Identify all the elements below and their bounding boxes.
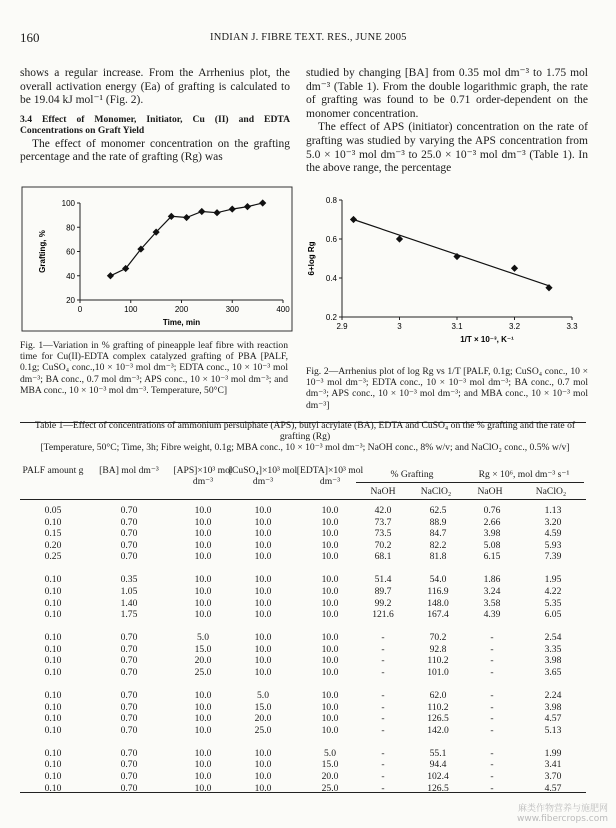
data-point	[259, 199, 266, 206]
x-tick-label: 3.1	[451, 322, 463, 331]
table-cell: 167.4	[427, 609, 449, 621]
table-cell: 5.93	[544, 539, 562, 551]
table-cell: 81.8	[429, 551, 447, 563]
table-cell: 10.0	[194, 782, 212, 794]
table-cell: -	[381, 771, 385, 782]
table-cell: 2.66	[483, 516, 501, 528]
table-cell: 10.0	[254, 632, 272, 644]
table-cell: 0.70	[120, 782, 138, 794]
table-row	[20, 725, 586, 737]
table-cell: 89.7	[374, 586, 392, 597]
table-cell: 10.0	[321, 597, 339, 609]
figure-1-chart	[20, 185, 295, 333]
table-cell: 0.10	[44, 574, 62, 586]
table-cell: 3.70	[544, 771, 562, 782]
table-cell: 126.5	[427, 782, 449, 794]
table-cell: 10.0	[254, 771, 272, 782]
data-point	[350, 216, 357, 223]
table-row	[20, 667, 586, 679]
table-cell: 10.0	[321, 667, 339, 678]
table-cell: -	[490, 643, 494, 655]
table-row	[20, 690, 586, 702]
table-cell: 10.0	[194, 586, 212, 597]
table-cell: 10.0	[194, 597, 212, 609]
data-point	[229, 205, 236, 212]
grafting-rule	[356, 482, 468, 483]
table-cell: 10.0	[254, 667, 272, 678]
table-row	[20, 551, 586, 563]
table-cell: -	[381, 724, 385, 736]
data-point	[511, 265, 518, 272]
table-cell: 51.4	[374, 574, 392, 586]
table-cell: 20.0	[254, 713, 272, 725]
y-axis-label: 6+log Rg	[307, 241, 316, 276]
table-cell: 10.0	[321, 655, 339, 667]
table-cell: -	[381, 632, 385, 644]
table-cell: 70.2	[374, 539, 392, 551]
header-cuso4: [CuSO₄]×10³ mol dm⁻³	[228, 465, 298, 487]
table-cell: 15.0	[321, 759, 339, 771]
table-cell: 1.75	[120, 609, 138, 621]
x-axis-label: Time, min	[162, 318, 201, 327]
table-cell: 10.0	[254, 782, 272, 794]
data-point	[244, 203, 251, 210]
right-column	[306, 67, 588, 176]
table-row	[20, 632, 586, 644]
table-cell: 70.2	[429, 632, 447, 644]
table-cell: 0.10	[44, 643, 62, 655]
table-cell: 3.24	[483, 586, 501, 597]
table-cell: 15.0	[194, 643, 212, 655]
table-cell: 10.0	[321, 690, 339, 701]
table-cell: 54.0	[429, 574, 447, 586]
table-cell: 0.10	[44, 516, 62, 528]
table-cell: 15.0	[254, 701, 272, 713]
table-cell: 68.1	[374, 551, 392, 563]
y-tick-label: 20	[66, 296, 75, 305]
table-title	[20, 420, 590, 453]
table-cell: 88.9	[429, 516, 447, 528]
table-cell: 42.0	[374, 505, 392, 516]
table-cell: 0.35	[120, 574, 138, 586]
table-cell: 10.0	[254, 551, 272, 563]
table-cell: 5.0	[197, 632, 209, 644]
table-cell: 1.05	[120, 586, 138, 597]
x-axis-label: 1/T × 10⁻³, K⁻¹	[460, 335, 514, 344]
table-cell: -	[490, 632, 494, 644]
table-cell: 10.0	[194, 609, 212, 621]
header-rg-naoh: NaOH	[477, 486, 503, 497]
table-row	[20, 759, 586, 771]
table-cell: 94.4	[429, 759, 447, 771]
data-point	[107, 272, 114, 279]
header-rg: Rg × 10⁶, mol dm⁻³ s⁻¹	[478, 469, 570, 480]
table-cell: -	[490, 667, 494, 678]
table-cell: 10.0	[254, 586, 272, 597]
table-cell: 102.4	[427, 771, 449, 782]
data-point	[183, 214, 190, 221]
x-tick-label: 3	[397, 322, 402, 331]
table-cell: 5.35	[544, 597, 562, 609]
table-row	[20, 609, 586, 621]
right-paragraph-2: The effect of APS (initiator) concentration on the rate of grafting was studied by varying the APS concentration from 5.0 × 10⁻³ mol dm⁻³ to 25.0 × 10⁻³ mol dm⁻³ (Table 1). In the above range, the percentage	[306, 121, 588, 175]
table-cell: -	[381, 643, 385, 655]
table-cell: 10.0	[194, 551, 212, 563]
table-row	[20, 517, 586, 529]
y-tick-label: 60	[66, 247, 75, 257]
table-cell: 0.10	[44, 632, 62, 644]
table-cell: 10.0	[254, 759, 272, 771]
header-aps: [APS]×10³ mol dm⁻³	[173, 465, 233, 487]
header-edta: [EDTA]×10³ mol dm⁻³	[296, 465, 364, 487]
table-cell: 3.35	[544, 643, 562, 655]
x-tick-label: 200	[174, 305, 189, 314]
table-row	[20, 748, 586, 760]
table-cell: 20.0	[194, 655, 212, 667]
table-cell: 10.0	[321, 528, 339, 540]
page-number: 160	[20, 30, 40, 45]
table-row	[20, 574, 586, 586]
table-row	[20, 771, 586, 783]
series-line	[111, 203, 263, 276]
table-row	[20, 540, 586, 552]
x-tick-label: 0	[77, 305, 83, 314]
table-cell: 110.2	[427, 701, 449, 713]
table-cell: 0.70	[120, 771, 138, 782]
table-cell: 5.08	[483, 539, 501, 551]
table-cell: -	[490, 701, 494, 713]
table-cell: 0.70	[120, 713, 138, 725]
table-cell: 55.1	[429, 747, 447, 759]
table-cell: 1.40	[120, 597, 138, 609]
header-palf: PALF amount g	[22, 465, 84, 476]
table-cell: 0.10	[44, 667, 62, 678]
table-cell: 73.7	[374, 516, 392, 528]
header-grafting-naclo2: NaClO₂	[420, 486, 452, 497]
table-cell: 10.0	[194, 713, 212, 725]
table-cell: 10.0	[321, 724, 339, 736]
table-row	[20, 505, 586, 517]
x-tick-label: 3.3	[566, 322, 578, 331]
table-cell: 10.0	[254, 505, 272, 516]
table-cell: 0.10	[44, 655, 62, 667]
x-tick-label: 2.9	[336, 322, 348, 331]
table-cell: 0.10	[44, 771, 62, 782]
table-cell: 92.8	[429, 643, 447, 655]
table-cell: 0.10	[44, 609, 62, 621]
table-cell: 0.70	[120, 667, 138, 678]
table-cell: 0.70	[120, 643, 138, 655]
table-cell: 0.10	[44, 782, 62, 794]
table-caption: Table 1—Effect of concentrations of ammonium persulphate (APS), butyl acrylate (BA), EDTA and CuSO₄ on the % grafting and the rate of grafting (Rg)	[34, 420, 576, 442]
table-cell: 10.0	[321, 574, 339, 586]
table-cell: -	[490, 782, 494, 794]
table-cell: -	[381, 747, 385, 759]
table-cell: 62.0	[429, 690, 447, 701]
table-cell: 126.5	[427, 713, 449, 725]
table-row	[20, 655, 586, 667]
figure-1-frame	[22, 187, 292, 331]
header-rg-naclo2: NaClO₂	[535, 486, 567, 497]
table-cell: 5.13	[544, 724, 562, 736]
y-tick-label: 0.8	[325, 196, 337, 205]
table-cell: 1.99	[544, 747, 562, 759]
table-row	[20, 598, 586, 610]
table-cell: 0.20	[44, 539, 62, 551]
table-cell: 4.57	[544, 713, 562, 725]
table-cell: 5.0	[257, 690, 269, 701]
table-cell: 25.0	[254, 724, 272, 736]
table-cell: 0.70	[120, 539, 138, 551]
table-cell: -	[381, 759, 385, 771]
table-cell: -	[490, 690, 494, 701]
table-row	[20, 713, 586, 725]
table-cell: 10.0	[194, 505, 212, 516]
table-row	[20, 528, 586, 540]
figure-2-chart	[306, 192, 588, 360]
table-cell: 10.0	[321, 609, 339, 621]
table-cell: 116.9	[427, 586, 449, 597]
table-cell: 10.0	[194, 771, 212, 782]
table-cell: 142.0	[427, 724, 449, 736]
table-cell: 84.7	[429, 528, 447, 540]
table-cell: 10.0	[194, 539, 212, 551]
table-cell: 7.39	[544, 551, 562, 563]
table-cell: 121.6	[372, 609, 394, 621]
table-cell: 10.0	[194, 516, 212, 528]
table-cell: 148.0	[427, 597, 449, 609]
table-row	[20, 586, 586, 598]
table-cell: 25.0	[194, 667, 212, 678]
table-cell: 0.70	[120, 701, 138, 713]
table-cell: 6.15	[483, 551, 501, 563]
table-cell: 10.0	[321, 701, 339, 713]
x-tick-label: 100	[124, 305, 138, 314]
table-cell: 0.70	[120, 724, 138, 736]
table-top-rule	[20, 422, 586, 423]
figure-2-caption: Fig. 2—Arrhenius plot of log Rg vs 1/T [PALF, 0.1g; CuSO₄ conc., 10 × 10⁻³ mol dm⁻³; EDTA conc., 10 × 10⁻³ mol dm⁻³; BA conc., 0.7 mol dm⁻³; APS conc., 10 × 10⁻³ mol dm⁻³; and MBA conc., 10 × 10⁻³ mol dm⁻³]	[306, 366, 588, 411]
table-cell: 5.0	[324, 747, 336, 759]
table-cell: 3.98	[544, 655, 562, 667]
table-cell: 0.76	[483, 505, 501, 516]
table-cell: 110.2	[427, 655, 449, 667]
table-bottom-rule	[20, 792, 586, 793]
table-cell: 10.0	[254, 516, 272, 528]
table-cell: 0.10	[44, 597, 62, 609]
y-tick-label: 40	[66, 271, 75, 281]
left-paragraph-2: The effect of monomer concentration on the grafting percentage and the rate of grafting (Rg) was	[20, 137, 290, 164]
table-cell: 10.0	[321, 713, 339, 725]
table-cell: 0.10	[44, 690, 62, 701]
data-point	[213, 209, 220, 216]
table-cell: 1.95	[544, 574, 562, 586]
table-cell: 0.70	[120, 759, 138, 771]
y-axis-label: Grafting, %	[38, 230, 47, 273]
header-ba: [BA] mol dm⁻³	[99, 465, 159, 476]
table-cell: 4.57	[544, 782, 562, 794]
table-cell: 4.22	[544, 586, 562, 597]
rg-rule	[466, 482, 584, 483]
table-cell: 10.0	[321, 643, 339, 655]
table-cell: 10.0	[194, 759, 212, 771]
table-cell: 0.25	[44, 551, 62, 563]
table-cell: -	[381, 713, 385, 725]
table-row	[20, 702, 586, 714]
watermark-line-2: www.fibercrops.com	[517, 814, 608, 824]
table-cell: 0.70	[120, 505, 138, 516]
table-cell: 0.10	[44, 713, 62, 725]
table-cell: 0.70	[120, 690, 138, 701]
table-cell: -	[381, 701, 385, 713]
table-cell: 1.86	[483, 574, 501, 586]
table-cell: 10.0	[194, 528, 212, 540]
table-cell: 0.70	[120, 528, 138, 540]
table-cell: 4.39	[483, 609, 501, 621]
table-cell: -	[490, 713, 494, 725]
table-cell: 3.41	[544, 759, 562, 771]
table-cell: 10.0	[194, 701, 212, 713]
table-cell: 10.0	[194, 574, 212, 586]
table-cell: 10.0	[321, 516, 339, 528]
table-cell: 10.0	[321, 505, 339, 516]
table-cell: 62.5	[429, 505, 447, 516]
x-tick-label: 3.2	[508, 322, 521, 331]
table-cell: 4.59	[544, 528, 562, 540]
table-cell: 10.0	[321, 632, 339, 644]
table-conditions: [Temperature, 50°C; Time, 3h; Fibre weight, 0.1g; MBA conc., 10 × 10⁻³ mol dm⁻³; NaOH conc., 8% w/v; and NaClO₂ conc., 0.5% w/v]	[40, 442, 570, 453]
table-cell: 0.70	[120, 655, 138, 667]
table-cell: 10.0	[321, 586, 339, 597]
figure-1-caption: Fig. 1—Variation in % grafting of pineapple leaf fibre with reaction time for Cu(II)-EDTA complex catalyzed grafting of PBA [PALF, 0.1g; CuSO₄ conc.,10 × 10⁻³ mol dm⁻³; EDTA conc., 10 × 10⁻³ mol dm⁻³; BA conc., 0.7 mol dm⁻³; APS conc., 10 × 10⁻³ mol dm⁻³; and MBA conc., 10 × 10⁻³ mol dm⁻³. Temperature, 50°C]	[20, 340, 288, 396]
section-heading: 3.4 Effect of Monomer, Initiator, Cu (II) and EDTA Concentrations on Graft Yield	[20, 113, 290, 136]
watermark-line-1: 麻类作物营养与施肥网	[517, 804, 608, 814]
table-cell: 0.10	[44, 747, 62, 759]
table-cell: 10.0	[194, 747, 212, 759]
y-tick-label: 0.4	[325, 274, 337, 283]
table-cell: 20.0	[321, 771, 339, 782]
table-cell: 10.0	[254, 539, 272, 551]
table-cell: 2.24	[544, 690, 562, 701]
table-cell: 0.10	[44, 759, 62, 771]
y-tick-label: 0.2	[325, 313, 337, 322]
table-cell: 10.0	[254, 655, 272, 667]
y-tick-label: 100	[61, 199, 75, 208]
table-cell: 10.0	[321, 551, 339, 563]
data-point	[198, 208, 205, 215]
table-cell: 25.0	[321, 782, 339, 794]
table-cell: 0.70	[120, 747, 138, 759]
table-cell: 10.0	[254, 597, 272, 609]
table-cell: 3.58	[483, 597, 501, 609]
table-cell: 10.0	[254, 609, 272, 621]
table-cell: -	[490, 771, 494, 782]
table-cell: 10.0	[254, 574, 272, 586]
table-cell: 0.05	[44, 505, 62, 516]
table-cell: 0.10	[44, 724, 62, 736]
table-cell: 10.0	[254, 747, 272, 759]
table-header-rule	[20, 499, 586, 500]
table-cell: 2.54	[544, 632, 562, 644]
table-cell: 101.0	[427, 667, 449, 678]
table-cell: 3.98	[544, 701, 562, 713]
table-cell: 0.70	[120, 551, 138, 563]
table-row	[20, 644, 586, 656]
table-cell: -	[490, 759, 494, 771]
right-paragraph-1: studied by changing [BA] from 0.35 mol dm⁻³ to 1.75 mol dm⁻³ (Table 1). From the double logarithmic graph, the rate of grafting was found to be 0.71 order-dependent on the monomer concentration.	[306, 67, 588, 120]
table-cell: 0.15	[44, 528, 62, 540]
y-tick-label: 0.6	[325, 235, 337, 244]
table-cell: 10.0	[194, 724, 212, 736]
table-cell: 3.65	[544, 667, 562, 678]
left-paragraph-1: shows a regular increase. From the Arrhenius plot, the overall activation energy (Ea) of grafting is calculated to be 19.04 kJ mol⁻¹ (Fig. 2).	[20, 67, 290, 107]
table-cell: 10.0	[194, 690, 212, 701]
table-cell: 0.70	[120, 516, 138, 528]
header-grafting: % Grafting	[390, 469, 434, 480]
table-cell: 3.98	[483, 528, 501, 540]
table-cell: 99.2	[374, 597, 392, 609]
x-tick-label: 300	[225, 305, 239, 314]
watermark	[517, 804, 608, 824]
y-tick-label: 80	[66, 223, 75, 233]
table-cell: -	[381, 782, 385, 794]
table-cell: 0.10	[44, 701, 62, 713]
trend-line	[354, 220, 550, 286]
header-grafting-naoh: NaOH	[370, 486, 396, 497]
table-cell: -	[490, 747, 494, 759]
table-cell: 73.5	[374, 528, 392, 540]
table-cell: -	[381, 667, 385, 678]
table-cell: 0.10	[44, 586, 62, 597]
table-cell: -	[381, 690, 385, 701]
x-tick-label: 400	[276, 305, 290, 314]
table-cell: 10.0	[254, 643, 272, 655]
table-cell: 3.20	[544, 516, 562, 528]
table-cell: 6.05	[544, 609, 562, 621]
left-column	[20, 67, 290, 165]
table-cell: 82.2	[429, 539, 447, 551]
running-header: INDIAN J. FIBRE TEXT. RES., JUNE 2005	[210, 32, 407, 43]
table-cell: 10.0	[321, 539, 339, 551]
table-cell: -	[490, 655, 494, 667]
table-cell: -	[381, 655, 385, 667]
table-cell: 0.70	[120, 632, 138, 644]
table-cell: -	[490, 724, 494, 736]
table-cell: 10.0	[254, 528, 272, 540]
table-cell: 1.13	[544, 505, 562, 516]
